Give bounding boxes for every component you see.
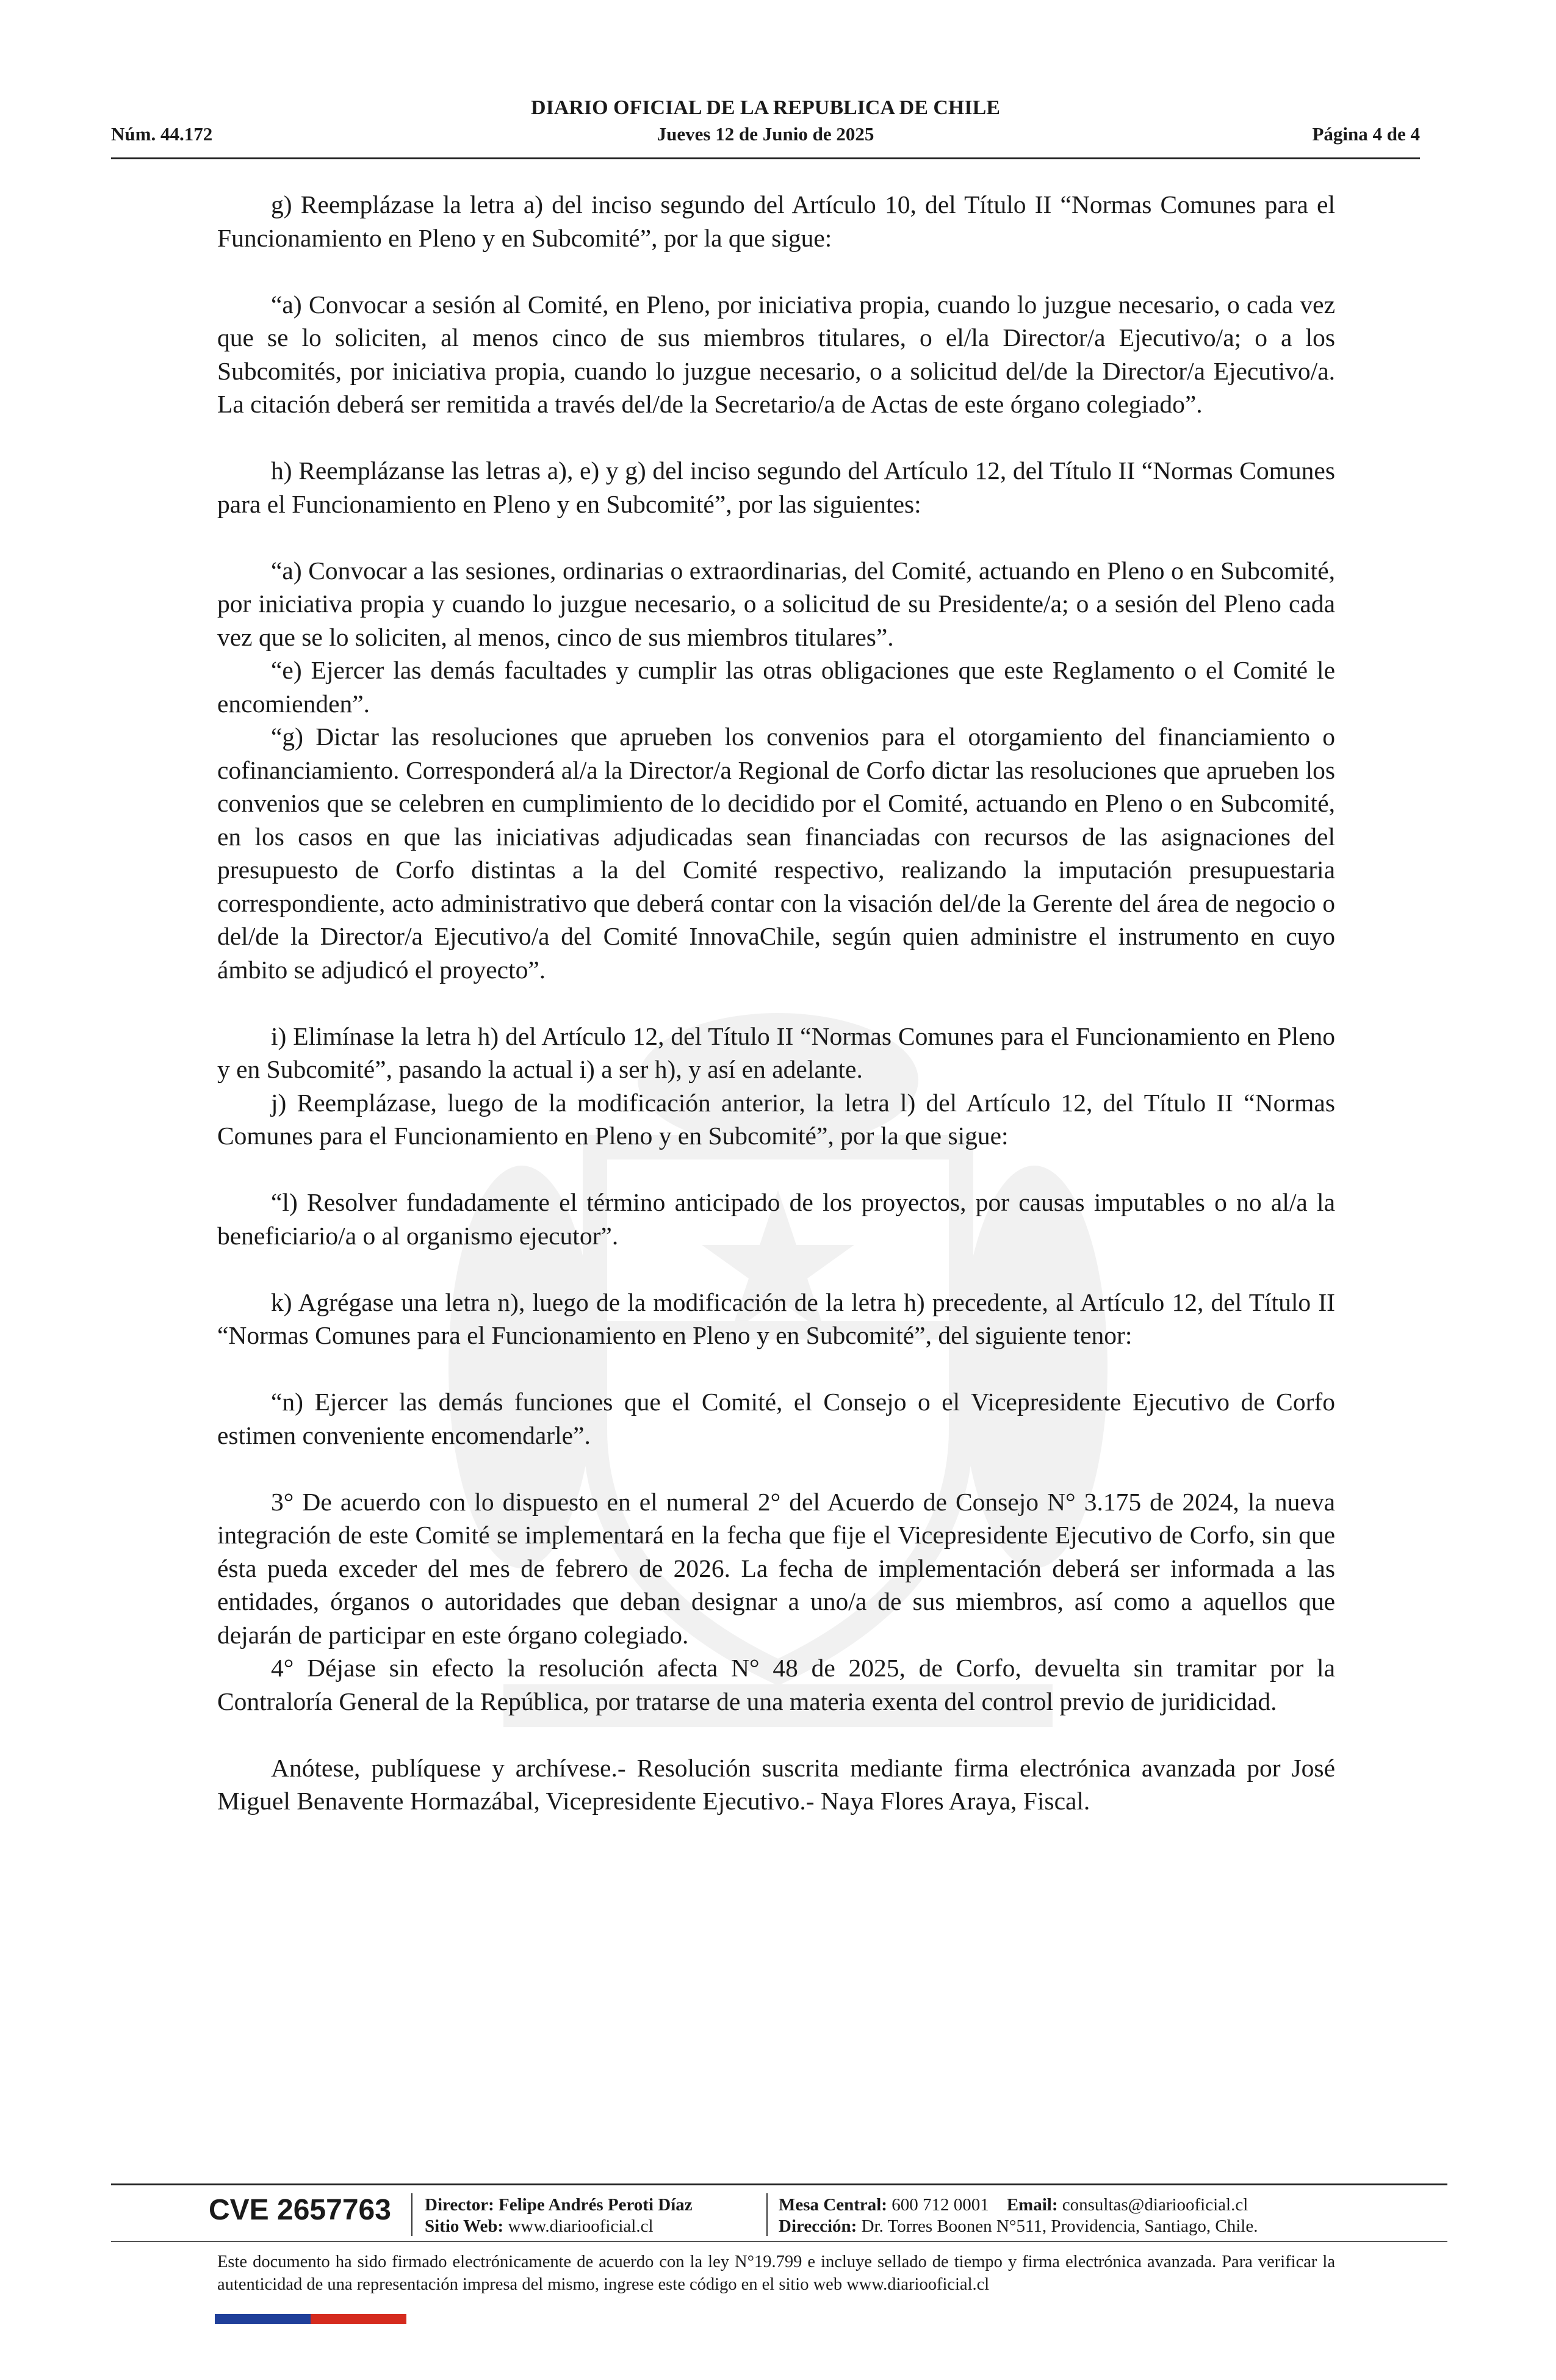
paragraph: i) Elimínase la letra h) del Artículo 12, del Título II “Normas Comunes para el Funcionamiento en Pleno y en Subcomité”, pasando la actual i) a ser h), y así en adelante.: [217, 1022, 1335, 1083]
footer-contact-block: [779, 2194, 1258, 2237]
document-body: [217, 188, 1335, 1818]
website-link[interactable]: www.diariooficial.cl: [508, 2216, 654, 2236]
paragraph: “a) Convocar a las sesiones, ordinarias o extraordinarias, del Comité, actuando en Pleno o en Subcomité, por iniciativa propia y cuando lo juzgue necesario, o a solicitud de su Presidente/a; o a sesión del Pleno cada vez que se lo soliciten, al menos, cinco de sus miembros titulares”.: [217, 556, 1335, 651]
paragraph: 4° Déjase sin efecto la resolución afecta N° 48 de 2025, de Corfo, devuelta sin tramitar por la Contraloría General de la República, por tratarse de una materia exenta del control previo de juridicidad.: [217, 1654, 1335, 1715]
newspaper-title: DIARIO OFICIAL DE LA REPUBLICA DE CHILE: [531, 96, 1000, 119]
paragraph: 3° De acuerdo con lo dispuesto en el numeral 2° del Acuerdo de Consejo N° 3.175 de 2024, la nueva integración de este Comité se implementará en la fecha que fije el Vicepresidente Ejecutivo de Corfo, sin que ésta pueda exceder del mes de febrero de 2026. La fecha de implementación deberá ser informada a las entidades, órganos o autoridades que deban designar a uno/a de sus miembros, así como a aquellos que dejarán de participar en este órgano colegiado.: [217, 1487, 1335, 1649]
legal-notice: Este documento ha sido firmado electrónicamente de acuerdo con la ley N°19.799 e incluye sellado de tiempo y firma electrónica avanzada. Para verificar la autenticidad de una representación impresa del mismo, ingrese este código en el sitio web www.diariooficial.cl: [217, 2252, 1335, 2294]
flag-blue-segment: [215, 2314, 311, 2324]
paragraph: g) Reemplázase la letra a) del inciso segundo del Artículo 10, del Título II “Normas Comunes para el Funcionamiento en Pleno y en Subcomité”, por la que sigue:: [217, 190, 1335, 252]
phone-value: 600 712 0001: [891, 2195, 989, 2215]
paragraph: h) Reemplázanse las letras a), e) y g) del inciso segundo del Artículo 12, del Título II “Normas Comunes para el Funcionamiento en Pleno y en Subcomité”, por las siguientes:: [217, 456, 1335, 518]
cve-code: CVE 2657763: [209, 2194, 391, 2226]
address-value: Dr. Torres Boonen N°511, Providencia, Santiago, Chile.: [861, 2216, 1258, 2236]
director-label: Director:: [425, 2195, 494, 2215]
paragraph: k) Agrégase una letra n), luego de la modificación de la letra h) precedente, al Artículo 12, del Título II “Normas Comunes para el Funcionamiento en Pleno y en Subcomité”, del siguiente tenor:: [217, 1288, 1335, 1349]
paragraph: “g) Dictar las resoluciones que aprueben los convenios para el otorgamiento del financiamiento o cofinanciamiento. Corresponderá al/a la Director/a Regional de Corfo dictar las resoluciones que aprueben los convenios que se celebren en cumplimiento de lo decidido por el Comité, actuando en Pleno o en Subcomité, en los casos en que las iniciativas adjudicadas sean financiadas con recursos de las asignaciones del presupuesto de Corfo distintas a la del Comité respectivo, realizando la imputación presupuestaria correspondiente, acto administrativo que deberá contar con la visación del/de la Gerente del área de negocio o del/de la Director/a Ejecutivo/a del Comité InnovaChile, según quien administre el instrumento en cuyo ámbito se adjudicó el proyecto”.: [217, 723, 1335, 984]
flag-red-segment: [311, 2314, 406, 2324]
paragraph: “e) Ejercer las demás facultades y cumplir las otras obligaciones que este Reglamento o el Comité le encomienden”.: [217, 656, 1335, 718]
website-label: Sitio Web:: [425, 2216, 504, 2236]
issue-date: Jueves 12 de Junio de 2025: [657, 123, 874, 145]
page-number: Página 4 de 4: [1312, 123, 1420, 145]
footer-divider: [111, 2241, 1447, 2242]
email-link[interactable]: consultas@diariooficial.cl: [1062, 2195, 1248, 2215]
flag-color-bar: [215, 2314, 406, 2324]
footer-separator: [411, 2193, 412, 2236]
footer-director-block: [425, 2194, 693, 2237]
address-label: Dirección:: [779, 2216, 857, 2236]
email-label: Email:: [1006, 2195, 1058, 2215]
paragraph: Anótese, publíquese y archívese.- Resolución suscrita mediante firma electrónica avanzada por José Miguel Benavente Hormazábal, Vicepresidente Ejecutivo.- Naya Flores Araya, Fiscal.: [217, 1753, 1335, 1815]
page-header: [111, 96, 1420, 159]
director-name: Felipe Andrés Peroti Díaz: [499, 2195, 693, 2215]
phone-label: Mesa Central:: [779, 2195, 887, 2215]
paragraph: “a) Convocar a sesión al Comité, en Pleno, por iniciativa propia, cuando lo juzgue necesario, o cada vez que se lo soliciten, al menos cinco de sus miembros titulares, o el/la Director/a Ejecutivo/a; o a los Subcomités, por iniciativa propia, cuando lo juzgue necesario, o a solicitud del/de la Director/a Ejecutivo/a. La citación deberá ser remitida a través del/de la Secretario/a de Actas de este órgano colegiado”.: [217, 290, 1335, 418]
footer-divider: [111, 2183, 1447, 2185]
issue-number: Núm. 44.172: [111, 123, 213, 145]
footer-separator: [766, 2193, 768, 2236]
paragraph: “l) Resolver fundadamente el término anticipado de los proyectos, por causas imputables o no al/a la beneficiario/a o al organismo ejecutor”.: [217, 1188, 1335, 1250]
paragraph: j) Reemplázase, luego de la modificación anterior, la letra l) del Artículo 12, del Título II “Normas Comunes para el Funcionamiento en Pleno y en Subcomité”, por la que sigue:: [217, 1088, 1335, 1150]
paragraph: “n) Ejercer las demás funciones que el Comité, el Consejo o el Vicepresidente Ejecutivo de Corfo estimen conveniente encomendarle”.: [217, 1388, 1335, 1449]
